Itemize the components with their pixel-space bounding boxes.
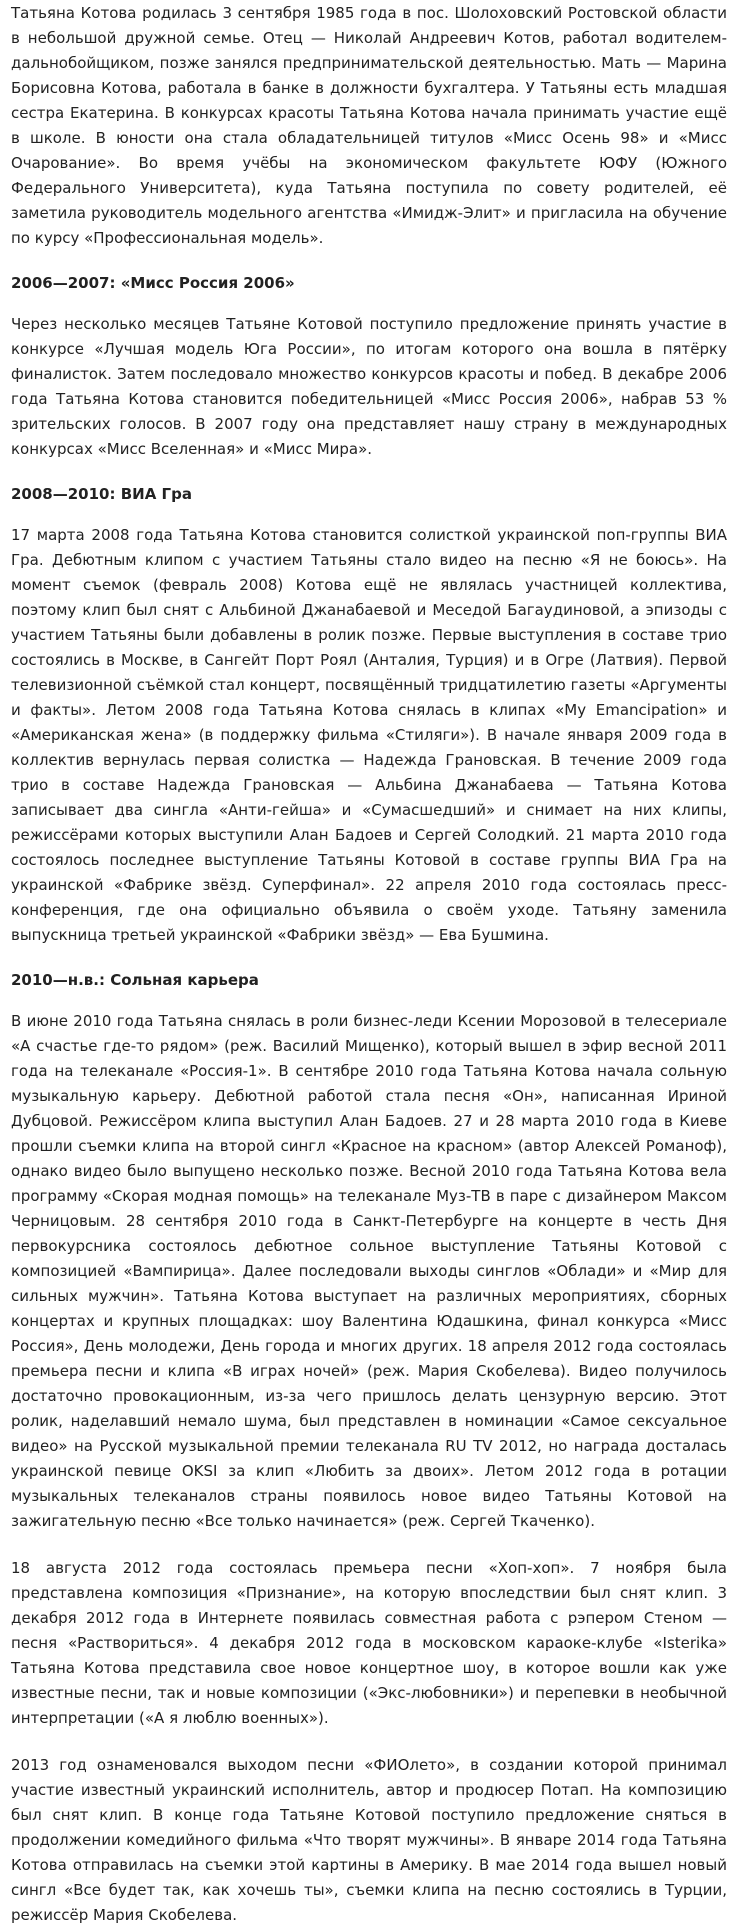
- intro-paragraph: Татьяна Котова родилась 3 сентября 1985 года в пос. Шолоховский Ростовской области в небольшой дружной семье. Отец — Николай Андреевич Котов, работал водителем-дальнобойщиком, позже занялся предпринимательской деятельностью. Мать — Марина Борисовна Котова, работала в банке в должности бухгалтера. У Татьяны есть младшая сестра Екатерина. В конкурсах красоты Татьяна Котова начала принимать участие ещё в школе. В юности она стала обладательницей титулов «Мисс Осень 98» и «Мисс Очарование». Во время учёбы на экономическом факультете ЮФУ (Южного Федерального Университета), куда Татьяна поступила по совету родителей, её заметила руководитель модельного агентства «Имидж-Элит» и пригласила на обучение по курсу «Профессиональная модель».: [11, 4, 727, 247]
- paragraph-via-gra: 17 марта 2008 года Татьяна Котова становится солисткой украинской поп-группы ВИА Гра. Дебютным клипом с участием Татьяны стало видео на песню «Я не боюсь». На момент съемок (февраль 2008) Котова ещё не являлась участницей коллектива, поэтому клип был снят с Альбиной Джанабаевой и Меседой Багаудиновой, а эпизоды с участием Татьяны были добавлены в ролик позже. Первые выступления в составе трио состоялись в Москве, в Сангейт Порт Роял (Анталия, Турция) и в Огре (Латвия). Первой телевизионной съёмкой стал концерт, посвящённый тридцатилетию газеты «Аргументы и факты». Летом 2008 года Татьяна Котова снялась в клипах «My Emancipation» и «Американская жена» (в поддержку фильма «Стиляги»). В начале января 2009 года в коллектив вернулась первая солистка — Надежда Грановская. В течение 2009 года трио в составе Надежда Грановская — Альбина Джанабаева — Татьяна Котова записывает два сингла «Анти-гейша» и «Сумасшедший» и снимает на них клипы, режиссёрами которых выступили Алан Бадоев и Сергей Солодкий. 21 марта 2010 года состоялось последнее выступление Татьяны Котовой в составе группы ВИА Гра на украинской «Фабрике звёзд. Суперфинал». 22 апреля 2010 года состоялась пресс-конференция, где она официально объявила о своём уходе. Татьяну заменила выпускница третьей украинской «Фабрики звёзд» — Ева Бушмина.: [11, 526, 727, 944]
- section-heading-via-gra: 2008—2010: ВИА Гра: [11, 485, 192, 503]
- paragraph-solo-career-1: В июне 2010 года Татьяна снялась в роли бизнес-леди Ксении Морозовой в телесериале «А счастье где-то рядом» (реж. Василий Мищенко), который вышел в эфир весной 2011 года на телеканале «Россия-1». В сентябре 2010 года Татьяна Котова начала сольную музыкальную карьеру. Дебютной работой стала песня «Он», написанная Ириной Дубцовой. Режиссёром клипа выступил Алан Бадоев. 27 и 28 марта 2010 года в Киеве прошли съемки клипа на второй сингл «Красное на красном» (автор Алексей Романоф), однако видео было выпущено несколько позже. Весной 2010 года Татьяна Котова вела программу «Скорая модная помощь» на телеканале Муз-ТВ в паре с дизайнером Максом Черницовым. 28 сентября 2010 года в Санкт-Петербурге на концерте в честь Дня первокурсника состоялось дебютное сольное выступление Татьяны Котовой с композицией «Вампирица». Далее последовали выходы синглов «Облади» и «Мир для сильных мужчин». Татьяна Котова выступает на различных мероприятиях, сборных концертах и крупных площадках: шоу Валентина Юдашкина, финал конкурса «Мисс Россия», День молодежи, День города и многих других. 18 апреля 2012 года состоялась премьера песни и клипа «В играх ночей» (реж. Мария Скобелева). Видео получилось достаточно провокационным, из-за чего пришлось делать цензурную версию. Этот ролик, наделавший немало шума, был представлен в номинации «Самое сексуальное видео» на Русской музыкальной премии телеканала RU TV 2012, но награда досталась украинской певице OKSI за клип «Любить за двоих». Летом 2012 года в ротации музыкальных телеканалов страны появилось новое видео Татьяны Котовой на зажигательную песню «Все только начинается» (реж. Сергей Ткаченко).: [11, 1012, 727, 1530]
- paragraph-solo-career-2: 18 августа 2012 года состоялась премьера песни «Хоп-хоп». 7 ноября была представлена композиция «Признание», на которую впоследствии был снят клип. 3 декабря 2012 года в Интернете появилась совместная работа с рэпером Стеном — песня «Раствориться». 4 декабря 2012 года в московском караоке-клубе «Isterika» Татьяна Котова представила свое новое концертное шоу, в которое вошли как уже известные песни, так и новые композиции («Экс-любовники») и перепевки в необычной интерпретации («А я люблю военных»).: [11, 1559, 727, 1727]
- article-body: [0, 1, 738, 1928]
- section-heading-miss-russia: 2006—2007: «Мисс Россия 2006»: [11, 274, 295, 292]
- section-heading-solo-career: 2010—н.в.: Сольная карьера: [11, 971, 259, 989]
- paragraph-solo-career-3: 2013 год ознаменовался выходом песни «ФИОлето», в создании которой принимал участие известный украинский исполнитель, автор и продюсер Потап. На композицию был снят клип. В конце года Татьяне Котовой поступило предложение сняться в продолжении комедийного фильма «Что творят мужчины». В январе 2014 года Татьяна Котова отправилась на съемки этой картины в Америку. В мае 2014 года вышел новый сингл «Все будет так, как хочешь ты», съемки клипа на песню состоялись в Турции, режиссёр Мария Скобелева.: [11, 1756, 727, 1924]
- paragraph-miss-russia: Через несколько месяцев Татьяне Котовой поступило предложение принять участие в конкурсе «Лучшая модель Юга России», по итогам которого она вошла в пятёрку финалисток. Затем последовало множество конкурсов красоты и побед. В декабре 2006 года Татьяна Котова становится победительницей «Мисс Россия 2006», набрав 53 % зрительских голосов. В 2007 году она представляет нашу страну в международных конкурсах «Мисс Вселенная» и «Мисс Мира».: [11, 315, 727, 458]
